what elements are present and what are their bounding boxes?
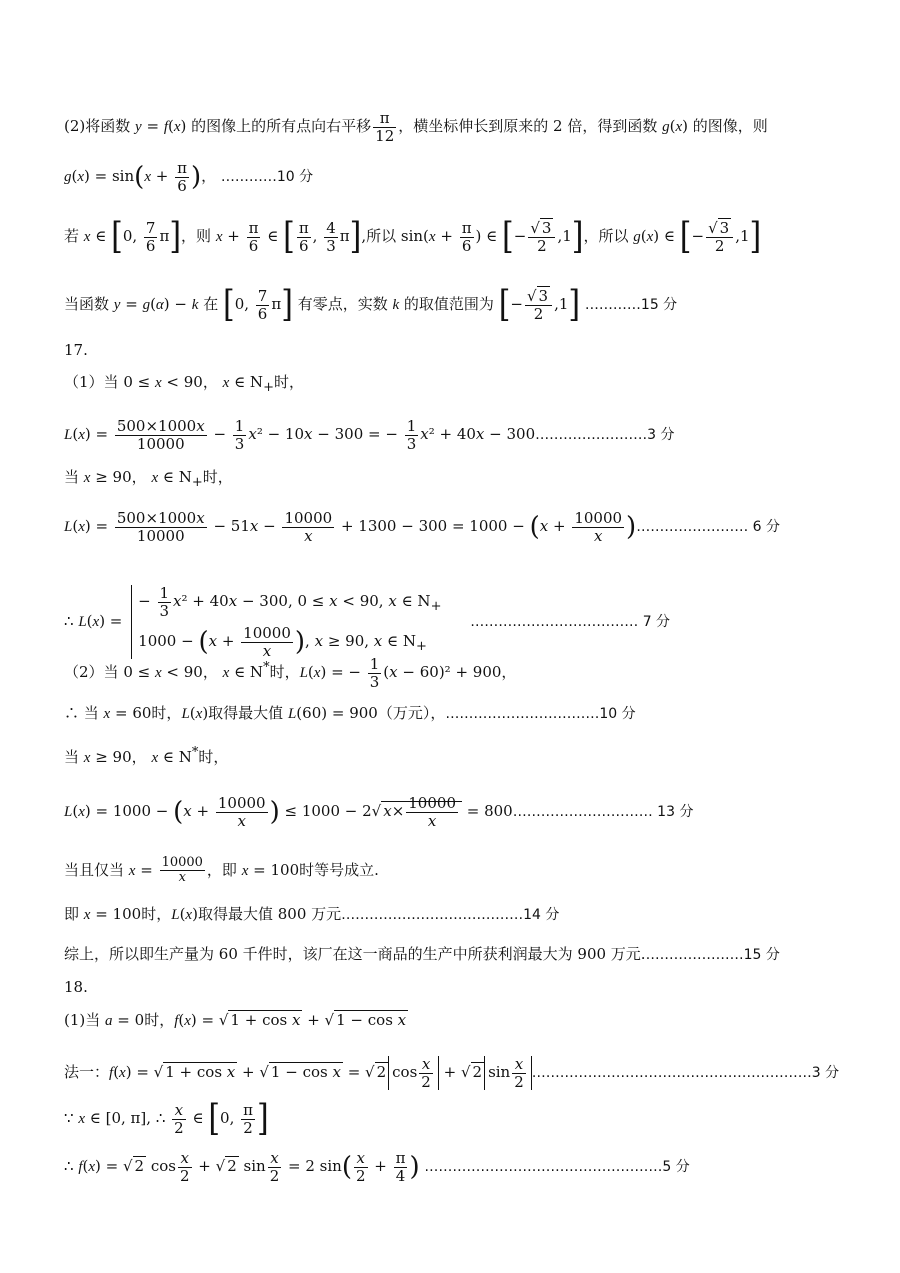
inequality-line: L(x) = 1000 − (x + $\frac{10000}{x}$ ) ≤ 1000 − 2√ x× $\frac{10000}{x}$ = 800………………………… 13 分: [64, 794, 694, 830]
L-piecewise: ∴ L(x) = − $\frac{1}{3}$ x² + 40x − 300, 0 ≤ x < 90, x ∈ $N_+$ 1000 − (x + $\frac{10000}{x}$ ), x ≥ 90, x ∈ $N_+$ ……………………………… 7 分: [64, 584, 671, 660]
L-formula-2: L(x) = $\frac{500\times 1000x}{10000}$ − 51x − $\frac{10000}{x}$ + 1300 − 300 = 1000 − (x + $\frac{10000}{x}$ )…………………… 6 分: [64, 509, 781, 545]
question-17-number: 17.: [64, 341, 88, 359]
domain-line: ∵ x ∈ [0, π], ∴ $\frac{x}{2}$ ∈ [0, $\frac{\pi}{2}$ ]: [64, 1097, 269, 1140]
q17-part2-condition-2: 当 x ≥ 90， x ∈ N*时，: [64, 745, 229, 766]
q17-part1-condition-2: 当 x ≥ 90， x ∈ $N_+$时，: [64, 468, 233, 490]
method-one-line: 法一：f(x) = √ 1 + cos x + √ 1 − cos x = √ 2 cos $\frac{x}{2}$ + √ 2 sin $\frac{x}{2}$ ……………………………………………………3 分: [64, 1055, 840, 1091]
q17-part2-condition: （2）当 0 ≤ x < 90， x ∈ N*时，L(x) = − $\frac{1}{3}$ (x − 60)² + 900，: [64, 655, 517, 691]
f-simplified-line: ∴ f(x) = √ 2 cos $\frac{x}{2}$ + √ 2 sin $\frac{x}{2}$ = 2 sin( $\frac{x}{2}$ + $\frac{\pi}{4}$ ) ……………………………………………5 分: [64, 1149, 690, 1185]
q17-part1-condition: （1）当 0 ≤ x < 90， x ∈ $N_+$时，: [64, 373, 304, 395]
equality-condition-line: 当且仅当 x = $\frac{10000}{x}$ ，即 x = 100时等号成立.: [64, 855, 379, 886]
max-at-100-line: 即 x = 100时，L(x)取得最大值 800 万元…………………………………14 分: [64, 905, 560, 923]
conclusion-line: 当函数 y = g(α) − k 在 [0, $\frac{7}{6}$ π] 有零点，实数 k 的取值范围为 [− $\frac{√ 3}{2}$ ,1] …………15 分: [64, 283, 678, 326]
max-at-60-line: ∴ 当 x = 60时，L(x)取得最大值 L(60) = 900（万元），……………………………10 分: [64, 704, 636, 722]
part2-translation-line: (2)将函数 y = f(x) 的图像上的所有点向右平移 $\frac{\pi}{12}$ ，横坐标伸长到原来的 2 倍，得到函数 g(x) 的图像，则: [64, 109, 768, 145]
L-formula-1: L(x) = $\frac{500\times 1000x}{10000}$ − $\frac{1}{3}$ x² − 10x − 300 = − $\frac{1}{3}$ x² + 40x − 300……………………3 分: [64, 417, 675, 453]
question-18-number: 18.: [64, 978, 88, 996]
g-definition-line: g(x) = sin(x + $\frac{\pi}{6}$ )， …………10 分: [64, 159, 314, 195]
q18-part1-def: (1)当 a = 0时，f(x) = √ 1 + cos x + √ 1 − cos x: [64, 1011, 407, 1029]
q17-summary-line: 综上，所以即生产量为 60 千件时，该厂在这一商品的生产中所获利润最大为 900 万元.…………………15 分: [64, 945, 780, 963]
range-line: 若 x ∈ [0, $\frac{7}{6}$ π]，则 x + $\frac{\pi}{6}$ ∈ [ $\frac{\pi}{6}$ , $\frac{4}{3}$ π],所以 sin(x + $\frac{\pi}{6}$ ) ∈ [− $\frac{√ 3}{2}$ ,1]，所以 g(x) ∈ [− $\frac{√ 3}{2}$ ,1]: [64, 215, 762, 258]
